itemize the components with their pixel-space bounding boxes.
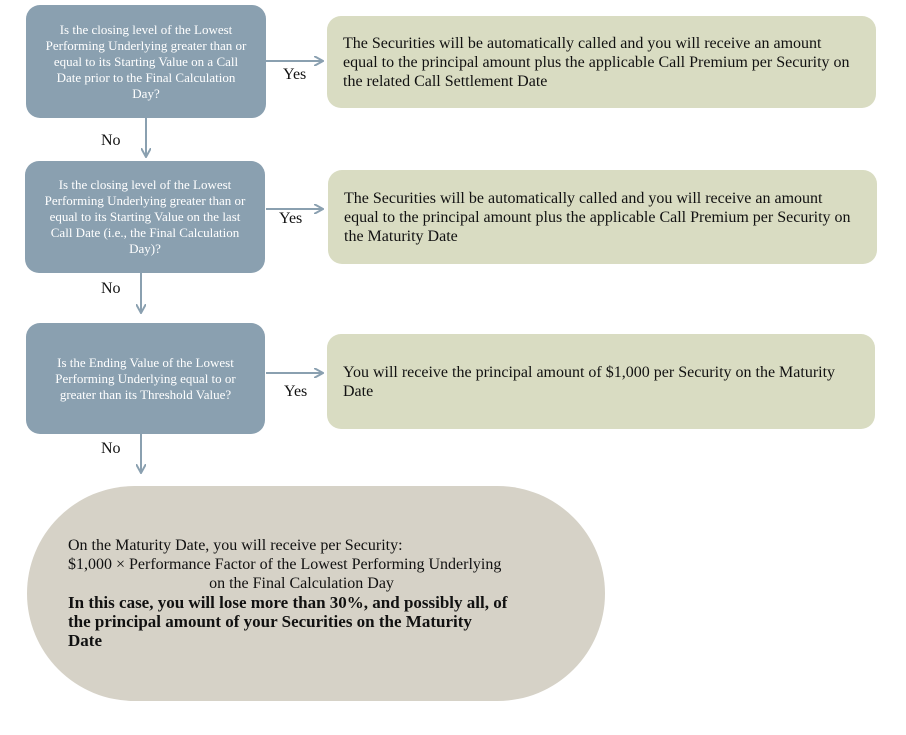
yes-label-3: Yes — [284, 383, 308, 400]
final-line-2: $1,000 × Performance Factor of the Lowest Performing Underlying — [68, 556, 502, 573]
question-box-3 — [26, 323, 265, 434]
yes-label-2: Yes — [279, 210, 303, 227]
final-line-3: on the Final Calculation Day — [209, 575, 394, 592]
question-box-1 — [26, 5, 266, 118]
result-box-2 — [328, 170, 877, 264]
result-text-1: The Securities will be automatically called and you will receive an amount equal to the principal amount plus the applicable Call Premium per Security on the related Call Settlement Date — [343, 34, 850, 90]
final-warning: In this case, you will lose more than 30%, and possibly all, of the principal amount of your Securities on the Maturity Date — [68, 593, 508, 650]
yes-label-1: Yes — [283, 66, 307, 83]
final-outcome-box — [27, 486, 605, 701]
no-label-2: No — [101, 280, 121, 297]
no-label-1: No — [101, 132, 121, 149]
no-label-3: No — [101, 440, 121, 457]
result-box-1 — [327, 16, 876, 108]
result-text-3: You will receive the principal amount of $1,000 per Security on the Maturity Date — [343, 363, 836, 400]
question-box-2 — [25, 161, 265, 273]
result-box-3 — [327, 334, 875, 429]
question-text-1: Is the closing level of the Lowest Performing Underlying greater than or equal to its Starting Value on a Call Date prior to the Final Calculation Day? — [45, 21, 247, 101]
result-text-2: The Securities will be automatically called and you will receive an amount equal to the principal amount plus the applicable Call Premium per Security on the Maturity Date — [344, 189, 851, 245]
question-text-2: Is the closing level of the Lowest Performing Underlying greater than or equal to its Starting Value on the last Call Date (i.e., the Final Calculation Day)? — [44, 177, 246, 256]
question-text-3: Is the Ending Value of the Lowest Performing Underlying equal to or greater than its Threshold Value? — [55, 354, 236, 402]
final-line-1: On the Maturity Date, you will receive per Security: — [68, 537, 403, 554]
